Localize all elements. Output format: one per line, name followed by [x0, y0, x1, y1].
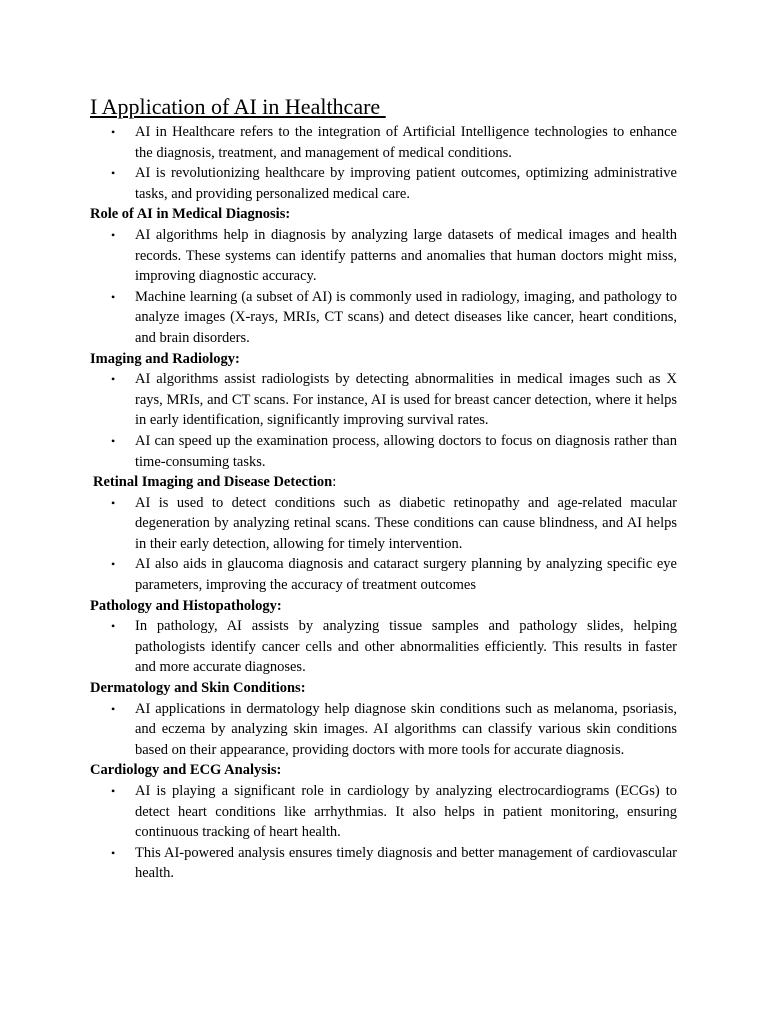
list-item-text: AI algorithms help in diagnosis by analyzing large datasets of medical images and health records. These systems can identify patterns and anomalies that human doctors might miss, improving diagnostic accuracy. [135, 226, 677, 285]
section-heading-pathology: Pathology and Histopathology: [90, 597, 282, 614]
section-heading-retinal-text: Retinal Imaging and Disease Detection [93, 474, 333, 491]
list-item-text: AI in Healthcare refers to the integration of Artificial Intelligence technologies to enhance the diagnosis, treatment, and management of medical conditions. [135, 124, 677, 161]
list-item [90, 163, 677, 204]
list-item-text: AI is used to detect conditions such as diabetic retinopathy and age-related macular degeneration by analyzing retinal scans. These conditions can cause blindness, and AI helps in their early detection, allowing for timely intervention. [135, 494, 677, 552]
list-item [90, 287, 677, 349]
intro-bullet-list [90, 122, 677, 204]
document-body [90, 92, 677, 884]
bullet-icon: • [111, 166, 116, 181]
list-item [90, 122, 677, 163]
section-heading-radiology: Imaging and Radiology: [90, 350, 240, 367]
section-heading-cardiology: Cardiology and ECG Analysis: [90, 762, 282, 779]
list-item [90, 493, 677, 555]
list-item-text: AI applications in dermatology help diagnose skin conditions such as melanoma, psoriasis, and eczema by analyzing skin images. AI algorithms can classify various skin conditions based on their appearance, providing doctors with more tools for accurate diagnosis. [135, 700, 677, 758]
dermatology-bullet-list [90, 699, 677, 761]
bullet-icon: • [111, 619, 116, 634]
diagnosis-bullet-list [90, 225, 677, 349]
pathology-bullet-list [90, 616, 677, 678]
bullet-icon: • [111, 227, 116, 242]
list-item-text: This AI-powered analysis ensures timely diagnosis and better management of cardiovascular health. [135, 844, 677, 882]
bullet-icon: • [111, 372, 116, 387]
list-item [90, 431, 677, 472]
heading-colon: : [332, 474, 337, 491]
list-item-text: AI is playing a significant role in cardiology by analyzing electrocardiograms (ECGs) to detect heart conditions like arrhythmias. It also helps in patient monitoring, ensuring continuous tracking of heart health. [135, 783, 677, 841]
list-item [90, 616, 677, 678]
list-item-text: Machine learning (a subset of AI) is commonly used in radiology, imaging, and pathology to analyze images (X-rays, MRIs, CT scans) and detect diseases like cancer, heart conditions, and brain disorders. [135, 288, 677, 346]
retinal-bullet-list [90, 493, 677, 596]
list-item-text: AI also aids in glaucoma diagnosis and cataract surgery planning by analyzing specific eye parameters, improving the accuracy of treatment outcomes [135, 556, 677, 594]
cardiology-bullet-list [90, 781, 677, 884]
section-heading-dermatology: Dermatology and Skin Conditions: [90, 680, 306, 697]
list-item [90, 369, 677, 431]
list-item-text: In pathology, AI assists by analyzing tissue samples and pathology slides, helping pathologists identify cancer cells and other abnormalities efficiently. This results in faster and more accurate diagnoses. [135, 618, 677, 676]
section-heading-diagnosis: Role of AI in Medical Diagnosis: [90, 206, 291, 223]
bullet-icon: • [111, 289, 116, 304]
bullet-icon: • [111, 125, 116, 139]
bullet-icon: • [111, 845, 116, 860]
list-item [90, 843, 677, 884]
section-heading-retinal [90, 472, 677, 493]
bullet-icon: • [111, 557, 116, 572]
bullet-icon: • [111, 701, 116, 716]
list-item [90, 225, 677, 287]
list-item [90, 781, 677, 843]
list-item-text: AI is revolutionizing healthcare by improving patient outcomes, optimizing administrative tasks, and providing personalized medical care. [135, 165, 677, 202]
bullet-icon: • [111, 433, 116, 448]
document-title: I Application of AI in Healthcare [90, 94, 386, 119]
list-item [90, 699, 677, 761]
radiology-bullet-list [90, 369, 677, 472]
list-item [90, 554, 677, 595]
list-item-text: AI algorithms assist radiologists by detecting abnormalities in medical images such as X rays, MRIs, and CT scans. For instance, AI is used for breast cancer detection, where it helps in early identification, significantly improving survival rates. [135, 371, 677, 429]
bullet-icon: • [111, 495, 116, 510]
list-item-text: AI can speed up the examination process, allowing doctors to focus on diagnosis rather than time-consuming tasks. [135, 432, 677, 470]
bullet-icon: • [111, 784, 116, 798]
